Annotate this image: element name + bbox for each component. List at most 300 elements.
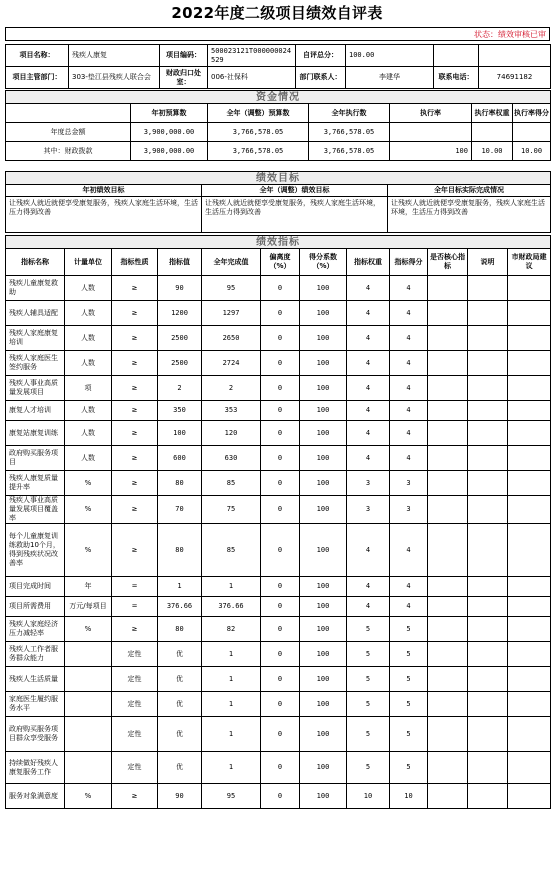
indicator-name: 项目完成时间: [6, 577, 65, 597]
indicator-row: [6, 401, 551, 421]
indicator-cell: 2: [158, 376, 202, 401]
indicator-cell: 1: [158, 577, 202, 597]
indicator-cell: 0: [261, 276, 300, 301]
indicator-cell: [428, 577, 468, 597]
indicator-row: [6, 667, 551, 692]
indicator-cell: 376.66: [202, 597, 261, 617]
indicator-row: [6, 642, 551, 667]
indicator-cell: 10: [347, 784, 390, 809]
indicators-header: 指标得分: [390, 249, 428, 276]
indicator-cell: 70: [158, 496, 202, 524]
indicator-name: 康复人才培训: [6, 401, 65, 421]
indicator-cell: 4: [390, 351, 428, 376]
indicator-cell: 80: [158, 524, 202, 577]
indicator-cell: [468, 524, 508, 577]
score-label: 自评总分：: [296, 45, 346, 67]
indicator-cell: 0: [261, 752, 300, 784]
phone-label: 联系电话：: [434, 67, 479, 89]
indicator-cell: 353: [202, 401, 261, 421]
indicator-cell: 100: [300, 301, 347, 326]
contact-value: 李建华: [346, 67, 434, 89]
indicator-cell: ≥: [112, 784, 158, 809]
project-code-label: 项目编码：: [160, 45, 208, 67]
indicator-cell: [508, 642, 551, 667]
indicator-name: 项目所需费用: [6, 597, 65, 617]
indicator-cell: 2500: [158, 351, 202, 376]
indicator-row: [6, 717, 551, 752]
indicator-cell: 0: [261, 524, 300, 577]
indicator-cell: [468, 301, 508, 326]
indicator-cell: 100: [300, 577, 347, 597]
indicator-cell: 4: [347, 524, 390, 577]
indicator-cell: [428, 471, 468, 496]
indicator-cell: 5: [347, 717, 390, 752]
indicator-row: [6, 577, 551, 597]
indicators-table: [5, 235, 551, 809]
funds-header: 执行率权重: [472, 104, 513, 123]
funds-cell: [390, 123, 472, 142]
indicator-cell: [508, 301, 551, 326]
indicator-name: 残疾人事业高质量发展项目: [6, 376, 65, 401]
indicator-cell: ≥: [112, 301, 158, 326]
indicator-cell: ≥: [112, 446, 158, 471]
indicator-cell: 0: [261, 617, 300, 642]
indicator-name: 持续做好残疾人康复服务工作: [6, 752, 65, 784]
indicator-cell: 100: [300, 784, 347, 809]
funds-section-title: 资金情况: [6, 91, 551, 104]
indicator-cell: [428, 446, 468, 471]
indicator-cell: 4: [347, 446, 390, 471]
indicators-header: 指标值: [158, 249, 202, 276]
funds-header: 全年（调整）预算数: [208, 104, 309, 123]
funds-row: [6, 123, 551, 142]
indicators-header: 市财政局建议: [508, 249, 551, 276]
indicator-cell: [428, 524, 468, 577]
indicator-cell: 630: [202, 446, 261, 471]
indicator-cell: 10: [390, 784, 428, 809]
indicator-cell: %: [65, 524, 112, 577]
indicator-cell: [508, 446, 551, 471]
indicator-cell: 100: [300, 401, 347, 421]
indicator-name: 残疾人事业高质量发展项目覆盖率: [6, 496, 65, 524]
indicator-row: [6, 376, 551, 401]
goal-text: 让残疾人就近就便享受康复服务，残疾人家庭生活环境，生活压力得到改善: [202, 197, 388, 233]
indicators-header: 指标性质: [112, 249, 158, 276]
indicator-cell: ≥: [112, 421, 158, 446]
indicator-cell: [508, 401, 551, 421]
indicator-cell: 2724: [202, 351, 261, 376]
indicator-cell: 100: [300, 597, 347, 617]
funds-cell: [513, 123, 551, 142]
finance-value: 006-社保科: [208, 67, 296, 89]
indicator-cell: 100: [300, 617, 347, 642]
indicator-cell: [428, 376, 468, 401]
indicator-cell: 5: [347, 642, 390, 667]
indicator-cell: %: [65, 784, 112, 809]
indicator-cell: [508, 577, 551, 597]
indicator-cell: 4: [347, 577, 390, 597]
goals-header: 全年（调整）绩效目标: [202, 185, 388, 197]
indicators-header-row: [6, 249, 551, 276]
indicator-cell: 100: [300, 524, 347, 577]
funds-header: 全年执行数: [309, 104, 390, 123]
indicator-cell: 376.66: [158, 597, 202, 617]
indicators-header: 计量单位: [65, 249, 112, 276]
indicator-cell: 人数: [65, 326, 112, 351]
indicator-name: 家庭医生履约服务水平: [6, 692, 65, 717]
indicator-cell: 75: [202, 496, 261, 524]
indicator-cell: [468, 276, 508, 301]
indicator-cell: 1: [202, 667, 261, 692]
indicator-name: 残疾人康复质量提升率: [6, 471, 65, 496]
indicator-cell: [428, 752, 468, 784]
funds-cell: 3,900,000.00: [131, 142, 208, 161]
contact-label: 部门联系人：: [296, 67, 346, 89]
indicator-cell: [468, 667, 508, 692]
indicator-cell: 优: [158, 717, 202, 752]
indicator-cell: [508, 784, 551, 809]
indicator-cell: [508, 752, 551, 784]
indicator-cell: 2650: [202, 326, 261, 351]
indicator-cell: 定性: [112, 667, 158, 692]
indicator-name: 残疾人家庭康复培训: [6, 326, 65, 351]
indicator-cell: 5: [347, 692, 390, 717]
indicator-cell: 4: [390, 577, 428, 597]
indicator-cell: [468, 597, 508, 617]
indicator-cell: [508, 524, 551, 577]
indicator-cell: 100: [300, 376, 347, 401]
indicator-cell: 100: [300, 326, 347, 351]
indicator-cell: 4: [347, 376, 390, 401]
indicator-cell: [428, 717, 468, 752]
indicator-row: [6, 421, 551, 446]
indicator-cell: 0: [261, 496, 300, 524]
indicator-cell: [65, 667, 112, 692]
indicator-cell: [428, 642, 468, 667]
goal-text: 让残疾人就近就便享受康复服务，残疾人家庭生活环境，生活压力得到改善: [388, 197, 551, 233]
dept-value: 303-垫江县残疾人联合会: [69, 67, 160, 89]
dept-label: 项目主管部门：: [6, 67, 69, 89]
indicator-cell: 0: [261, 784, 300, 809]
project-name-value: 残疾人康复: [69, 45, 160, 67]
indicator-cell: 1297: [202, 301, 261, 326]
indicator-cell: 5: [347, 752, 390, 784]
indicator-cell: 4: [390, 276, 428, 301]
indicator-name: 政府购买服务项目群众享受服务: [6, 717, 65, 752]
indicator-name: 政府购买服务项目: [6, 446, 65, 471]
indicator-cell: =: [112, 577, 158, 597]
indicator-cell: [468, 496, 508, 524]
indicator-cell: ≥: [112, 351, 158, 376]
indicator-cell: ≥: [112, 496, 158, 524]
indicator-cell: 1: [202, 577, 261, 597]
indicator-row: [6, 617, 551, 642]
indicator-cell: ≥: [112, 524, 158, 577]
indicator-cell: 4: [390, 524, 428, 577]
indicator-cell: 100: [300, 667, 347, 692]
indicator-cell: [428, 276, 468, 301]
indicators-header: 指标权重: [347, 249, 390, 276]
indicator-row: [6, 597, 551, 617]
indicator-cell: 5: [347, 617, 390, 642]
indicator-cell: [468, 401, 508, 421]
indicators-section-title: 绩效指标: [6, 236, 551, 249]
goals-header: 年初绩效目标: [6, 185, 202, 197]
indicator-cell: 5: [390, 717, 428, 752]
indicator-cell: [468, 471, 508, 496]
indicator-cell: [65, 692, 112, 717]
indicators-header: 偏离度（%）: [261, 249, 300, 276]
indicator-cell: 4: [390, 446, 428, 471]
indicator-cell: 4: [390, 597, 428, 617]
indicators-header: 是否核心指标: [428, 249, 468, 276]
indicator-cell: 85: [202, 524, 261, 577]
indicator-cell: 定性: [112, 752, 158, 784]
indicator-cell: 0: [261, 376, 300, 401]
project-name-label: 项目名称：: [6, 45, 69, 67]
status-badge: 状态：绩效审核已审: [5, 27, 550, 41]
indicator-row: [6, 276, 551, 301]
indicator-cell: [508, 351, 551, 376]
funds-cell: [472, 123, 513, 142]
project-code-value: 500023121T000000024529: [208, 45, 296, 67]
indicator-cell: 优: [158, 692, 202, 717]
goal-text: 让残疾人就近就便享受康复服务，残疾人家庭生活环境，生活压力得到改善: [6, 197, 202, 233]
indicator-cell: [508, 667, 551, 692]
indicator-cell: 600: [158, 446, 202, 471]
indicator-cell: 0: [261, 421, 300, 446]
funds-cell: 10.00: [472, 142, 513, 161]
indicator-cell: 0: [261, 667, 300, 692]
indicators-header: 全年完成值: [202, 249, 261, 276]
indicator-name: 每个儿童康复训练救助10个月，得到残疾状况改善率: [6, 524, 65, 577]
indicator-cell: 5: [390, 752, 428, 784]
indicator-cell: 4: [347, 597, 390, 617]
indicator-cell: 100: [300, 471, 347, 496]
funds-cell: 3,766,578.05: [208, 142, 309, 161]
funds-header: 年初预算数: [131, 104, 208, 123]
indicator-cell: 4: [347, 351, 390, 376]
funds-cell: 10.00: [513, 142, 551, 161]
indicator-cell: 85: [202, 471, 261, 496]
indicator-cell: [508, 597, 551, 617]
indicator-row: [6, 692, 551, 717]
indicators-header: 指标名称: [6, 249, 65, 276]
page-title: 2022年度二级项目绩效自评表: [171, 4, 383, 22]
indicator-cell: 项: [65, 376, 112, 401]
funds-cell: 3,766,578.05: [309, 123, 390, 142]
indicator-cell: [428, 617, 468, 642]
indicator-cell: 5: [390, 692, 428, 717]
indicator-name: 残疾人工作者服务群众能力: [6, 642, 65, 667]
indicator-cell: 定性: [112, 642, 158, 667]
indicator-cell: [508, 326, 551, 351]
phone-value: 74691182: [479, 67, 551, 89]
indicator-cell: [468, 784, 508, 809]
indicator-cell: 4: [347, 276, 390, 301]
indicator-cell: 0: [261, 326, 300, 351]
indicator-cell: 优: [158, 752, 202, 784]
indicator-cell: 80: [158, 471, 202, 496]
indicator-cell: 优: [158, 667, 202, 692]
indicator-cell: 1: [202, 642, 261, 667]
indicator-cell: [468, 752, 508, 784]
indicator-cell: [428, 496, 468, 524]
indicator-cell: 0: [261, 717, 300, 752]
goals-table: [5, 171, 551, 233]
indicator-cell: 1: [202, 717, 261, 752]
indicator-cell: 人数: [65, 351, 112, 376]
indicator-cell: [428, 351, 468, 376]
indicator-cell: ≥: [112, 376, 158, 401]
indicator-cell: [468, 351, 508, 376]
indicator-cell: 0: [261, 597, 300, 617]
project-info-table: [5, 44, 551, 89]
indicator-cell: [428, 401, 468, 421]
indicator-row: [6, 784, 551, 809]
funds-row: [6, 142, 551, 161]
funds-header: 执行率得分: [513, 104, 551, 123]
indicator-cell: 100: [300, 276, 347, 301]
indicator-cell: 人数: [65, 401, 112, 421]
indicator-row: [6, 446, 551, 471]
indicator-cell: 5: [390, 667, 428, 692]
indicator-cell: [468, 326, 508, 351]
indicator-cell: [428, 667, 468, 692]
indicator-cell: [468, 446, 508, 471]
indicator-cell: 0: [261, 692, 300, 717]
indicator-cell: [468, 577, 508, 597]
indicator-cell: [468, 376, 508, 401]
indicator-cell: %: [65, 496, 112, 524]
indicator-cell: 3: [347, 496, 390, 524]
indicator-cell: 1: [202, 692, 261, 717]
indicator-cell: 人数: [65, 446, 112, 471]
indicator-cell: 4: [390, 376, 428, 401]
indicators-header: 得分系数（%）: [300, 249, 347, 276]
indicator-cell: 4: [347, 326, 390, 351]
indicator-name: 残疾人生活质量: [6, 667, 65, 692]
indicator-row: [6, 524, 551, 577]
indicator-cell: 4: [347, 301, 390, 326]
indicator-cell: 0: [261, 401, 300, 421]
indicator-cell: [428, 421, 468, 446]
indicator-cell: ≥: [112, 276, 158, 301]
funds-table: [5, 90, 551, 161]
indicator-cell: =: [112, 597, 158, 617]
indicator-cell: [468, 717, 508, 752]
indicator-cell: 0: [261, 351, 300, 376]
indicator-cell: 95: [202, 784, 261, 809]
indicator-cell: [428, 784, 468, 809]
indicator-cell: 80: [158, 617, 202, 642]
indicator-cell: 120: [202, 421, 261, 446]
indicator-cell: [428, 326, 468, 351]
indicator-cell: [65, 642, 112, 667]
indicator-cell: 100: [300, 446, 347, 471]
indicator-cell: 100: [300, 642, 347, 667]
score-value: 100.00: [346, 45, 434, 67]
indicator-name: 残疾儿童康复救助: [6, 276, 65, 301]
indicator-cell: 0: [261, 471, 300, 496]
indicator-cell: [468, 617, 508, 642]
indicator-cell: 优: [158, 642, 202, 667]
indicator-cell: 4: [347, 401, 390, 421]
indicator-cell: 100: [158, 421, 202, 446]
indicator-cell: [428, 597, 468, 617]
indicator-cell: 0: [261, 301, 300, 326]
funds-cell: 100: [390, 142, 472, 161]
indicator-name: 残疾人辅具适配: [6, 301, 65, 326]
indicator-cell: [468, 642, 508, 667]
indicator-name: 残疾人家庭医生签约服务: [6, 351, 65, 376]
indicator-row: [6, 326, 551, 351]
indicator-cell: 5: [347, 667, 390, 692]
indicator-cell: [508, 376, 551, 401]
indicator-cell: 5: [390, 642, 428, 667]
indicator-cell: 100: [300, 496, 347, 524]
indicator-cell: 4: [390, 421, 428, 446]
indicator-cell: 3: [347, 471, 390, 496]
funds-header: 执行率: [390, 104, 472, 123]
funds-cell: 3,766,578.05: [309, 142, 390, 161]
indicator-cell: 350: [158, 401, 202, 421]
indicator-row: [6, 471, 551, 496]
indicator-cell: 0: [261, 642, 300, 667]
goals-section-title: 绩效目标: [6, 172, 551, 185]
indicator-cell: ≥: [112, 401, 158, 421]
indicator-cell: [508, 496, 551, 524]
indicator-cell: [508, 421, 551, 446]
indicator-cell: 定性: [112, 717, 158, 752]
indicators-header: 说明: [468, 249, 508, 276]
indicator-cell: [468, 692, 508, 717]
indicator-cell: %: [65, 617, 112, 642]
indicator-cell: 年: [65, 577, 112, 597]
indicator-name: 残疾人家庭经济压力减轻率: [6, 617, 65, 642]
indicator-row: [6, 496, 551, 524]
indicator-cell: [508, 276, 551, 301]
indicator-cell: 100: [300, 421, 347, 446]
funds-row-label: 年度总金额: [6, 123, 131, 142]
indicator-cell: 90: [158, 276, 202, 301]
indicator-row: [6, 301, 551, 326]
funds-row-label: 其中：财政拨款: [6, 142, 131, 161]
indicator-cell: 2500: [158, 326, 202, 351]
indicator-cell: %: [65, 471, 112, 496]
indicator-cell: ≥: [112, 471, 158, 496]
indicator-cell: 人数: [65, 301, 112, 326]
indicator-row: [6, 351, 551, 376]
indicator-cell: 100: [300, 692, 347, 717]
indicator-cell: 0: [261, 446, 300, 471]
indicator-cell: [468, 421, 508, 446]
goals-header: 全年目标实际完成情况: [388, 185, 551, 197]
indicator-cell: [428, 301, 468, 326]
indicator-cell: 2: [202, 376, 261, 401]
indicator-cell: 定性: [112, 692, 158, 717]
indicator-cell: 3: [390, 496, 428, 524]
indicator-cell: 100: [300, 717, 347, 752]
indicator-cell: [508, 617, 551, 642]
indicator-cell: 82: [202, 617, 261, 642]
funds-cell: 3,766,578.05: [208, 123, 309, 142]
indicator-cell: 100: [300, 351, 347, 376]
funds-cell: 3,900,000.00: [131, 123, 208, 142]
indicator-cell: 5: [390, 617, 428, 642]
indicator-cell: ≥: [112, 326, 158, 351]
indicator-cell: [65, 717, 112, 752]
